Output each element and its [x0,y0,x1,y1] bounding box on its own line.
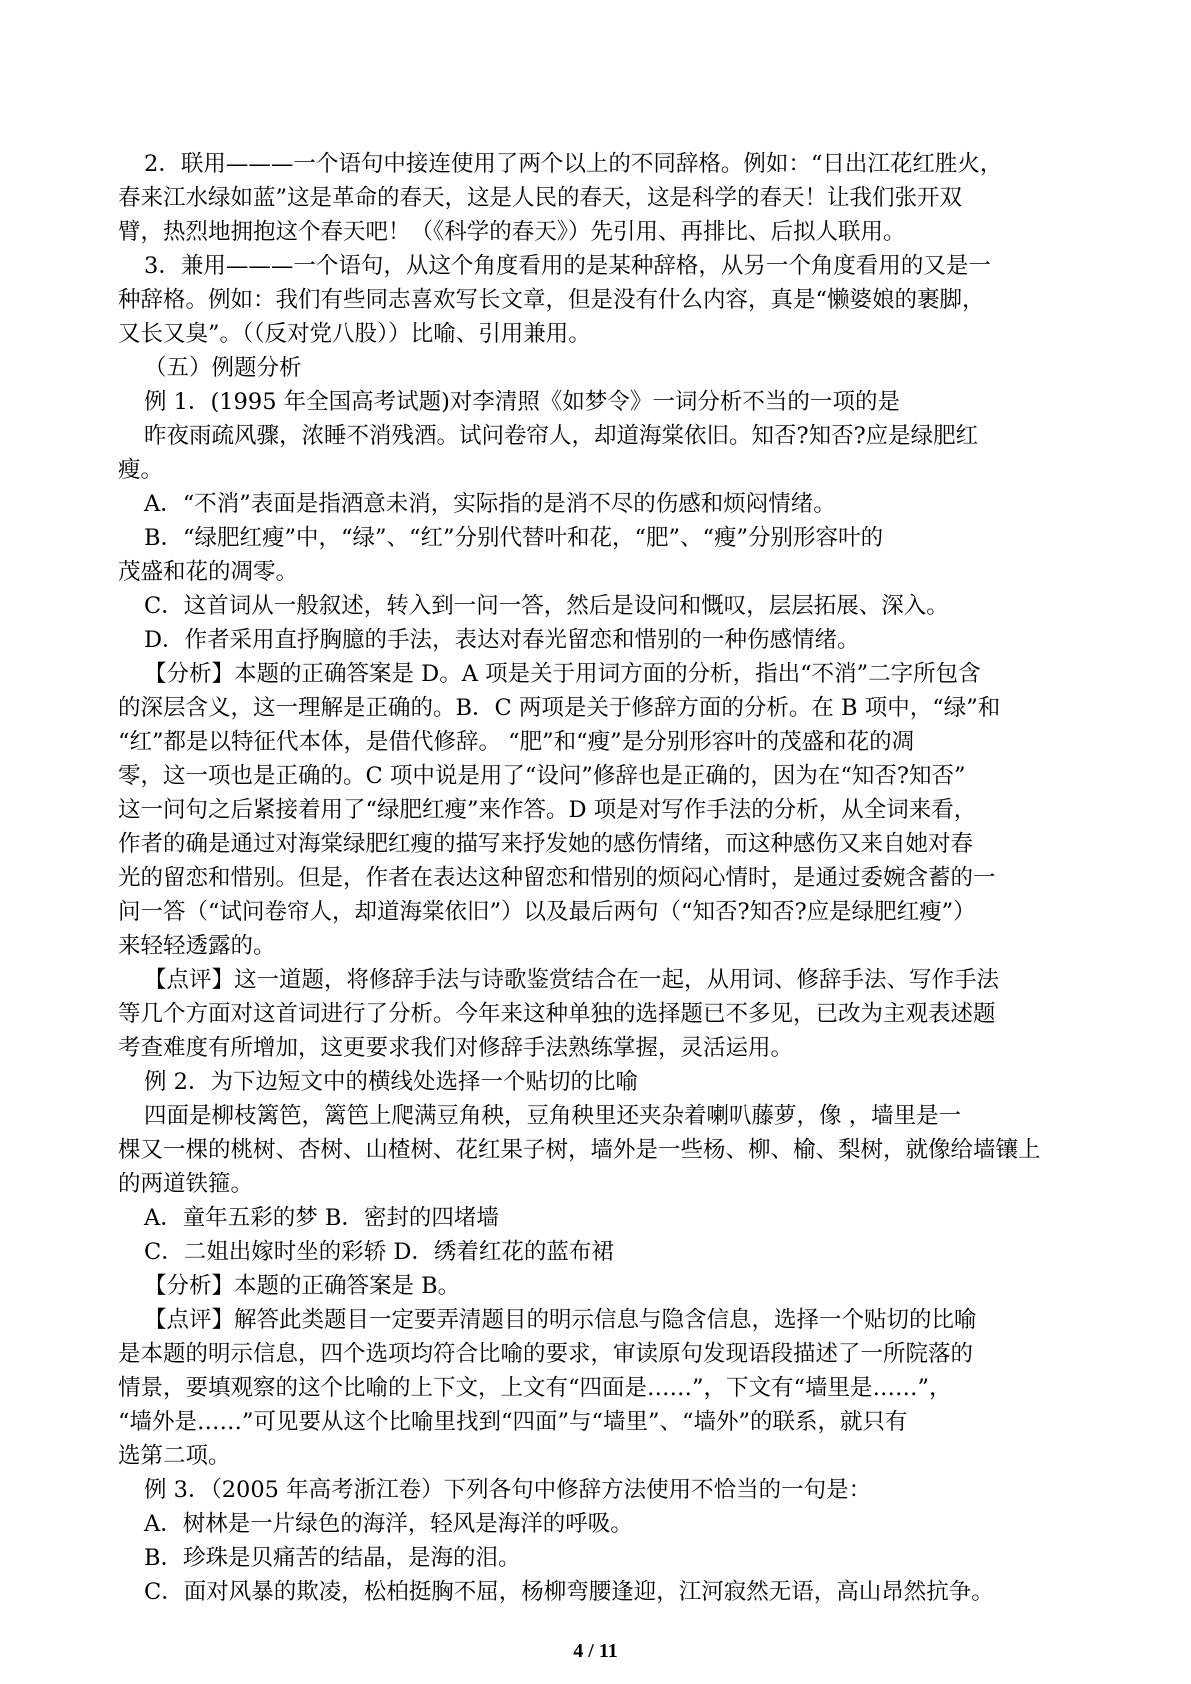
text-line: 零，这一项也是正确的。C 项中说是用了“设问”修辞也是正确的，因为在“知否?知否” [118,763,966,789]
option-line: A．童年五彩的梦 B．密封的四堵墙 [144,1205,499,1231]
option-line: C．面对风暴的欺凌，松柏挺胸不屈，杨柳弯腰逢迎，江河寂然无语，高山昂然抗争。 [144,1579,994,1605]
text-line: 等几个方面对这首词进行了分析。今年来这种单独的选择题已不多见，已改为主观表述题 [118,1001,996,1027]
text-line: 茂盛和花的凋零。 [118,559,299,585]
text-line: 2．联用———一个语句中接连使用了两个以上的不同辞格。例如：“日出江花红胜火， [144,151,1003,177]
text-line: 例 2．为下边短文中的横线处选择一个贴切的比喻 [144,1069,638,1095]
text-line: 四面是柳枝篱笆，篱笆上爬满豆角秧，豆角秧里还夹杂着喇叭藤萝，像 ，墙里是一 [144,1103,962,1129]
text-line: 这一问句之后紧接着用了“绿肥红瘦”来作答。D 项是对写作手法的分析，从全词来看， [118,797,977,823]
text-line: 又长又臭”。（（反对党八股））比喻、引用兼用。 [118,321,591,347]
comment-line: 【点评】这一道题，将修辞手法与诗歌鉴赏结合在一起，从用词、修辞手法、写作手法 [144,967,1000,993]
text-line: 的深层含义，这一理解是正确的。B．C 两项是关于修辞方面的分析。在 B 项中，“绿”和 [118,695,1001,721]
text-line: 情景，要填观察的这个比喻的上下文，上文有“四面是……”，下文有“墙里是……”， [118,1375,952,1401]
text-line: 3．兼用———一个语句，从这个角度看用的是某种辞格，从另一个角度看用的又是一 [144,253,991,279]
option-line: A．树林是一片绿色的海洋，轻风是海洋的呼吸。 [144,1511,633,1537]
text-line: 棵又一棵的桃树、杏树、山楂树、花红果子树，墙外是一些杨、柳、榆、梨树，就像给墙镶上 [118,1137,1041,1163]
text-line: “墙外是……”可见要从这个比喻里找到“四面”与“墙里”、“墙外”的联系，就只有 [118,1409,908,1435]
comment-line: 【点评】解答此类题目一定要弄清题目的明示信息与隐含信息，选择一个贴切的比喻 [144,1307,977,1333]
option-line: C．这首词从一般叙述，转入到一问一答，然后是设问和慨叹，层层拓展、深入。 [144,593,949,619]
text-line: 瘦。 [118,457,164,483]
option-line: A．“不消”表面是指酒意未消，实际指的是消不尽的伤感和烦闷情绪。 [144,491,836,517]
text-line: “红”都是以特征代本体，是借代修辞。 “肥”和“瘦”是分别形容叶的茂盛和花的凋 [118,729,915,755]
text-line: 例 3．（2005 年高考浙江卷）下列各句中修辞方法使用不恰当的一句是： [144,1477,872,1503]
analysis-line: 【分析】本题的正确答案是 B。 [144,1273,461,1299]
text-line: 春来江水绿如蓝”这是革命的春天，这是人民的春天，这是科学的春天！让我们张开双 [118,185,963,211]
text-line: 昨夜雨疏风骤，浓睡不消残酒。试问卷帘人，却道海棠依旧。知否?知否?应是绿肥红 [144,423,979,449]
option-line: C．二姐出嫁时坐的彩轿 D．绣着红花的蓝布裙 [144,1239,614,1265]
text-line: 光的留恋和惜别。但是，作者在表达这种留恋和惜别的烦闷心情时，是通过委婉含蓄的一 [118,865,996,891]
option-line: B．珍珠是贝痛苦的结晶，是海的泪。 [144,1545,521,1571]
text-line: 例 1．(1995 年全国高考试题)对李清照《如梦令》一词分析不当的一项的是 [144,389,900,415]
option-line: D．作者采用直抒胸臆的手法，表达对春光留恋和惜别的一种伤感情绪。 [144,627,860,653]
analysis-line: 【分析】本题的正确答案是 D。A 项是关于用词方面的分析，指出“不消”二字所包含 [144,661,981,687]
text-line: 是本题的明示信息，四个选项均符合比喻的要求，审读原句发现语段描述了一所院落的 [118,1341,974,1367]
text-line: 问一答（“试问卷帘人，却道海棠依旧”）以及最后两句（“知否?知否?应是绿肥红瘦”） [118,899,976,925]
text-line: 作者的确是通过对海棠绿肥红瘦的描写来抒发她的感伤情绪，而这种感伤又来自她对春 [118,831,974,857]
text-line: 臂，热烈地拥抱这个春天吧！（《科学的春天》）先引用、再排比、后拟人联用。 [118,219,906,245]
option-line: B．“绿肥红瘦”中，“绿”、“红”分别代替叶和花，“肥”、“瘦”分别形容叶的 [144,525,884,551]
text-line: 种辞格。例如：我们有些同志喜欢写长文章，但是没有什么内容，真是“懒婆娘的裹脚， [118,287,985,313]
text-line: 来轻轻透露的。 [118,933,276,959]
text-line: 的两道铁箍。 [118,1171,254,1197]
page-number: 4 / 11 [573,1640,618,1662]
text-line: 考查难度有所增加，这更要求我们对修辞手法熟练掌握，灵活运用。 [118,1035,794,1061]
text-line: 选第二项。 [118,1443,231,1469]
section-heading: （五）例题分析 [144,355,302,381]
